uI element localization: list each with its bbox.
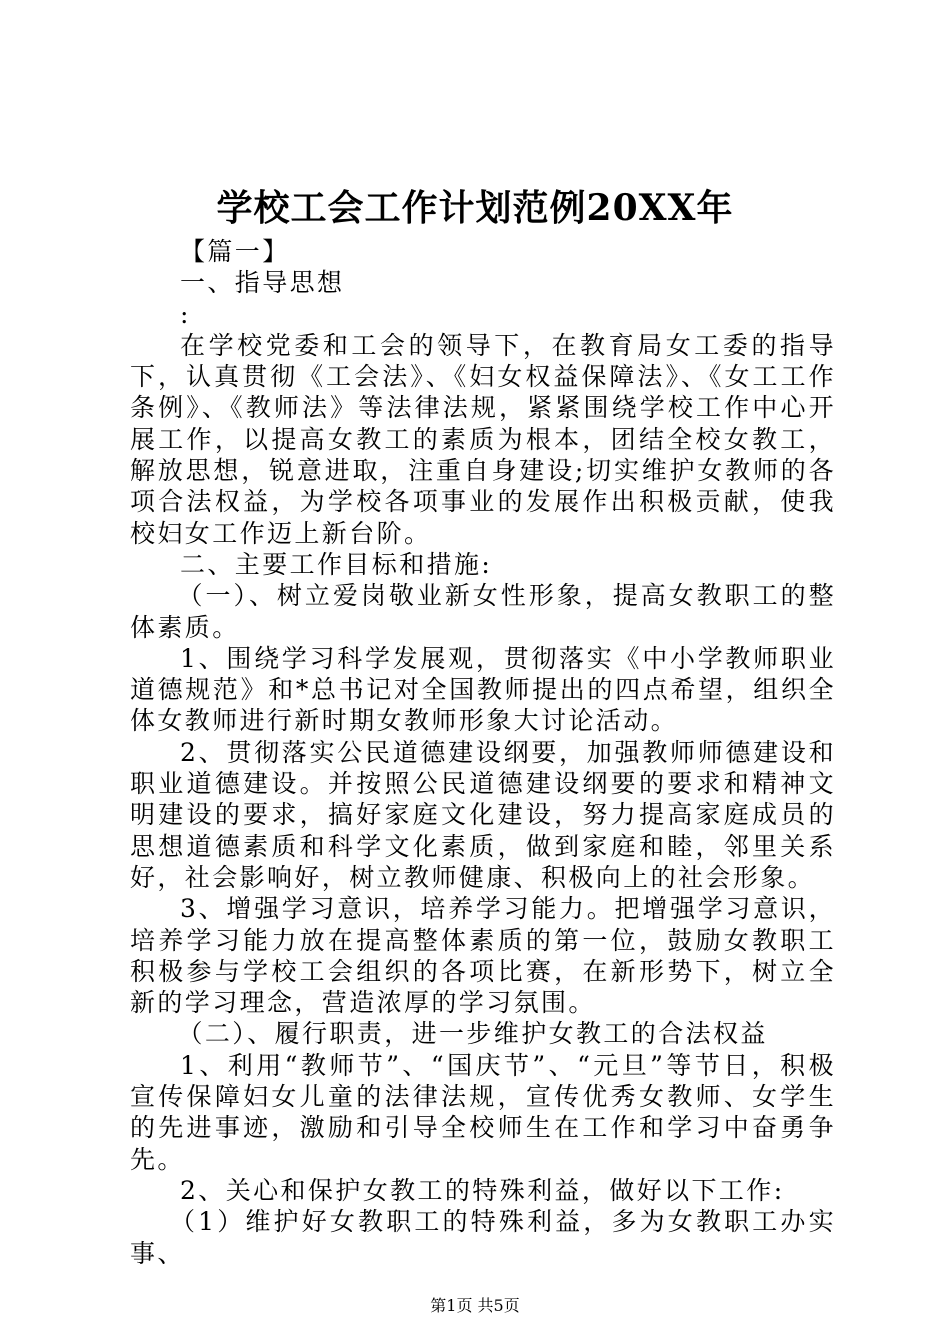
subheading-2: （二）、履行职责，进一步维护女教工的合法权益 — [177, 1019, 768, 1049]
item-2-2-1: （1）维护好女教职工的特殊利益，多为女教职工办实事、 — [130, 1207, 836, 1268]
heading-main-goals: 二、主要工作目标和措施: — [180, 549, 493, 579]
document-body — [130, 236, 836, 1269]
item-2-1: 1、利用“教师节”、“国庆节”、“元旦”等节日，积极宣传保障妇女儿童的法律法规，宣传优秀女教师、女学生的先进事迹，激励和引导全校师生在工作和学习中奋勇争先。 — [130, 1050, 836, 1174]
item-1-3: 3、增强学习意识，培养学习能力。把增强学习意识，培养学习能力放在提高整体素质的第一位，鼓励女教职工积极参与学校工会组织的各项比赛，在新形势下，树立全新的学习理念，营造浓厚的学习氛围。 — [130, 894, 836, 1018]
subheading-1: （一）、树立爱岗敬业新女性形象，提高女教职工的整体素质。 — [130, 581, 836, 642]
item-1-2: 2、贯彻落实公民道德建设纲要，加强教师师德建设和职业道德建设。并按照公民道德建设纲要的要求和精神文明建设的要求，搞好家庭文化建设，努力提高家庭成员的思想道德素质和科学文化素质，做到家庭和睦，邻里关系好，社会影响好，树立教师健康、积极向上的社会形象。 — [130, 737, 836, 892]
stray-colon: : — [180, 299, 191, 329]
page-indicator: 第1页 共5页 — [430, 1296, 520, 1315]
item-1-1: 1、围绕学习科学发展观，贯彻落实《中小学教师职业道德规范》和*总书记对全国教师提出的四点希望，组织全体女教师进行新时期女教师形象大讨论活动。 — [130, 643, 836, 736]
heading-guiding-thought: 一、指导思想 — [180, 268, 345, 298]
section-label: 【篇一】 — [180, 237, 290, 266]
document-title: 学校工会工作计划范例20XX年 — [216, 187, 734, 229]
item-2-2: 2、关心和保护女教工的特殊利益，做好以下工作: — [180, 1175, 785, 1205]
paragraph-guiding-thought: 在学校党委和工会的领导下，在教育局女工委的指导下，认真贯彻《工会法》、《妇女权益保障法》、《女工工作条例》、《教师法》等法律法规，紧紧围绕学校工作中心开展工作，以提高女教工的素质为根本，团结全校女教工，解放思想，锐意进取，注重自身建设;切实维护女教师的各项合法权益，为学校各项事业的发展作出积极贡献，使我校妇女工作迈上新台阶。 — [130, 330, 836, 548]
